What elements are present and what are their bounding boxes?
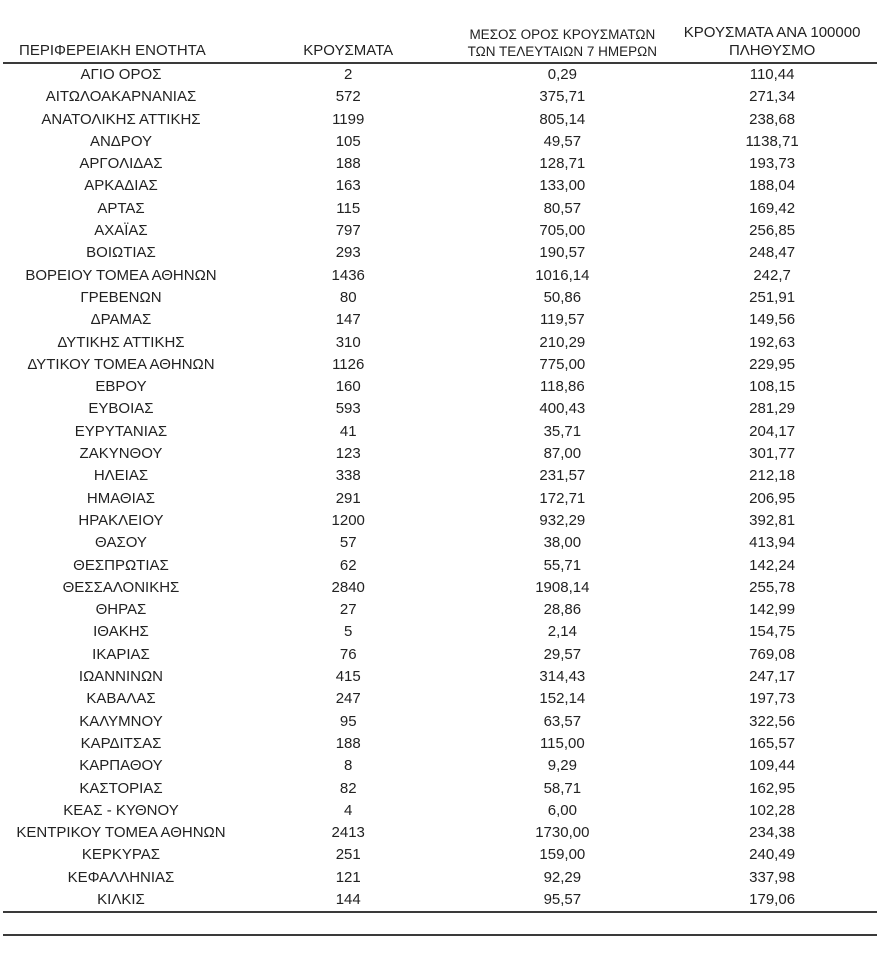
per100k-cell: 247,17 [749, 668, 796, 686]
per100k-cell: 229,95 [749, 355, 796, 373]
cases-cell: 310 [335, 333, 361, 351]
table-row [3, 242, 877, 264]
per100k-cell: 255,78 [749, 578, 796, 596]
cases-cell: 572 [335, 88, 361, 106]
cases-cell: 1200 [331, 511, 365, 529]
column-header-avg7-line1: ΜΕΣΟΣ ΟΡΟΣ ΚΡΟΥΣΜΑΤΩΝ [469, 27, 656, 42]
per100k-cell: 301,77 [749, 445, 796, 463]
avg7-cell: 92,29 [543, 868, 582, 886]
avg7-cell: 28,86 [543, 601, 582, 619]
region-cell: ΕΥΡΥΤΑΝΙΑΣ [74, 422, 168, 440]
region-cell: ΖΑΚΥΝΘΟΥ [79, 445, 163, 463]
column-header-region: ΠΕΡΙΦΕΡΕΙΑΚΗ ΕΝΟΤΗΤΑ [3, 24, 239, 63]
per100k-cell: 169,42 [749, 199, 796, 217]
column-header-cases: ΚΡΟΥΣΜΑΤΑ [239, 24, 458, 63]
region-cell: ΑΓΙΟ ΟΡΟΣ [80, 66, 162, 83]
avg7-cell: 9,29 [547, 757, 577, 775]
cases-cell: 41 [339, 422, 357, 440]
cases-cell: 1436 [331, 266, 365, 284]
avg7-cell: 231,57 [539, 467, 586, 485]
cases-cell: 160 [335, 378, 361, 396]
table-body [3, 63, 877, 912]
cases-cell: 4 [344, 801, 353, 819]
avg7-cell: 0,29 [547, 66, 577, 83]
table-row [3, 376, 877, 398]
region-cell: ΒΟΡΕΙΟΥ ΤΟΜΕΑ ΑΘΗΝΩΝ [25, 266, 217, 284]
region-cell: ΑΙΤΩΛΟΑΚΑΡΝΑΝΙΑΣ [45, 88, 197, 106]
region-cell: ΚΑΛΥΜΝΟΥ [79, 712, 163, 730]
cases-cell: 95 [339, 712, 357, 730]
avg7-cell: 58,71 [543, 779, 582, 797]
per100k-cell: 238,68 [749, 110, 796, 128]
cases-cell: 188 [335, 734, 361, 752]
table-row [3, 577, 877, 599]
table-row [3, 220, 877, 242]
avg7-cell: 1016,14 [535, 266, 590, 284]
per100k-cell: 251,91 [749, 288, 796, 306]
footer-rule [3, 913, 877, 936]
per100k-cell: 271,34 [749, 88, 796, 106]
cases-cell: 2840 [331, 578, 365, 596]
region-cell: ΕΒΡΟΥ [95, 378, 147, 396]
region-cell: ΑΧΑΪΑΣ [94, 222, 148, 240]
table-row [3, 599, 877, 621]
cases-cell: 2 [344, 66, 353, 83]
region-cell: ΚΑΡΠΑΘΟΥ [79, 757, 163, 775]
per100k-cell: 179,06 [749, 890, 796, 908]
region-cell: ΔΡΑΜΑΣ [90, 311, 152, 329]
table-row [3, 175, 877, 197]
region-cell: ΑΝΑΤΟΛΙΚΗΣ ΑΤΤΙΚΗΣ [41, 110, 201, 128]
avg7-cell: 95,57 [543, 890, 582, 908]
per100k-cell: 392,81 [749, 511, 796, 529]
avg7-cell: 314,43 [539, 668, 586, 686]
region-cell: ΘΑΣΟΥ [95, 534, 147, 552]
per100k-cell: 204,17 [749, 422, 796, 440]
per100k-cell: 281,29 [749, 400, 796, 418]
per100k-cell: 142,24 [749, 556, 796, 574]
table-row [3, 822, 877, 844]
avg7-cell: 119,57 [539, 311, 585, 329]
table-row [3, 889, 877, 912]
region-cell: ΙΚΑΡΙΑΣ [92, 645, 150, 663]
table-row [3, 421, 877, 443]
header-row [3, 24, 877, 63]
region-cell: ΑΝΔΡΟΥ [89, 132, 153, 150]
cases-cell: 144 [335, 890, 361, 908]
per100k-cell: 193,73 [749, 155, 796, 173]
per100k-cell: 188,04 [749, 177, 796, 195]
avg7-cell: 87,00 [543, 445, 582, 463]
avg7-cell: 775,00 [539, 355, 586, 373]
avg7-cell: 133,00 [539, 177, 586, 195]
avg7-cell: 210,29 [539, 333, 586, 351]
table-row [3, 465, 877, 487]
per100k-cell: 197,73 [749, 690, 796, 708]
cases-cell: 105 [335, 132, 361, 150]
avg7-cell: 190,57 [539, 244, 586, 262]
per100k-cell: 212,18 [749, 467, 796, 485]
cases-cell: 62 [339, 556, 357, 574]
regional-cases-table [3, 24, 877, 913]
table-row [3, 265, 877, 287]
avg7-cell: 35,71 [543, 422, 582, 440]
table-row [3, 86, 877, 108]
cases-cell: 147 [335, 311, 361, 329]
cases-cell: 115 [336, 199, 361, 217]
region-cell: ΚΕΝΤΡΙΚΟΥ ΤΟΜΕΑ ΑΘΗΝΩΝ [16, 824, 226, 842]
table-row [3, 332, 877, 354]
cases-cell: 82 [339, 779, 357, 797]
per100k-cell: 240,49 [749, 846, 796, 864]
cases-cell: 1199 [332, 110, 365, 128]
avg7-cell: 400,43 [539, 400, 586, 418]
region-cell: ΔΥΤΙΚΟΥ ΤΟΜΕΑ ΑΘΗΝΩΝ [27, 355, 215, 373]
column-header-avg7-line2: ΤΩΝ ΤΕΛΕΥΤΑΙΩΝ 7 ΗΜΕΡΩΝ [467, 44, 657, 59]
table-row [3, 109, 877, 131]
avg7-cell: 118,86 [539, 378, 585, 396]
per100k-cell: 192,63 [749, 333, 796, 351]
avg7-cell: 80,57 [543, 199, 582, 217]
region-cell: ΘΕΣΣΑΛΟΝΙΚΗΣ [62, 578, 180, 596]
table-row [3, 778, 877, 800]
avg7-cell: 115,00 [539, 734, 585, 752]
cases-cell: 121 [335, 868, 361, 886]
avg7-cell: 159,00 [539, 846, 586, 864]
per100k-cell: 1138,71 [745, 132, 799, 150]
table-row [3, 867, 877, 889]
per100k-cell: 413,94 [749, 534, 796, 552]
table-row [3, 644, 877, 666]
cases-cell: 1126 [332, 355, 365, 373]
avg7-cell: 2,14 [547, 623, 577, 641]
avg7-cell: 29,57 [543, 645, 582, 663]
table-header [3, 24, 877, 63]
per100k-cell: 154,75 [749, 623, 796, 641]
cases-cell: 27 [339, 601, 357, 619]
region-cell: ΚΑΒΑΛΑΣ [86, 690, 156, 708]
table-row [3, 287, 877, 309]
per100k-cell: 234,38 [749, 824, 796, 842]
column-header-per100k-line2: ΠΛΗΘΥΣΜΟ [728, 42, 816, 59]
per100k-cell: 206,95 [749, 489, 796, 507]
region-cell: ΘΕΣΠΡΩΤΙΑΣ [73, 556, 169, 574]
region-cell: ΚΑΡΔΙΤΣΑΣ [80, 734, 162, 752]
cases-cell: 797 [335, 222, 361, 240]
table-row [3, 555, 877, 577]
cases-cell: 251 [335, 846, 361, 864]
table-row [3, 733, 877, 755]
region-cell: ΗΛΕΙΑΣ [93, 467, 149, 485]
per100k-cell: 109,44 [749, 757, 796, 775]
table-row [3, 688, 877, 710]
avg7-cell: 1908,14 [535, 578, 590, 596]
table-row [3, 354, 877, 376]
cases-cell: 76 [339, 645, 357, 663]
region-cell: ΙΘΑΚΗΣ [93, 623, 149, 641]
per100k-cell: 110,44 [749, 66, 795, 83]
table-row [3, 755, 877, 777]
table-row [3, 153, 877, 175]
avg7-cell: 63,57 [543, 712, 582, 730]
table-row [3, 398, 877, 420]
avg7-cell: 128,71 [539, 155, 586, 173]
region-cell: ΚΙΛΚΙΣ [97, 890, 145, 908]
avg7-cell: 705,00 [539, 222, 586, 240]
cases-cell: 188 [335, 155, 361, 173]
column-header-per100k-line1: ΚΡΟΥΣΜΑΤΑ ΑΝΑ 100000 [683, 24, 861, 41]
per100k-cell: 337,98 [749, 868, 796, 886]
cases-cell: 593 [335, 400, 361, 418]
region-cell: ΓΡΕΒΕΝΩΝ [80, 288, 162, 306]
avg7-cell: 6,00 [547, 801, 577, 819]
region-cell: ΚΕΦΑΛΛΗΝΙΑΣ [67, 868, 175, 886]
region-cell: ΚΕΑΣ - ΚΥΘΝΟΥ [63, 801, 179, 819]
table-row [3, 63, 877, 86]
region-cell: ΑΡΤΑΣ [97, 199, 145, 217]
per100k-cell: 322,56 [749, 712, 796, 730]
per100k-cell: 149,56 [749, 311, 796, 329]
avg7-cell: 152,14 [539, 690, 586, 708]
table-row [3, 666, 877, 688]
region-cell: ΗΜΑΘΙΑΣ [86, 489, 156, 507]
table-row [3, 131, 877, 153]
cases-cell: 57 [339, 534, 357, 552]
region-cell: ΗΡΑΚΛΕΙΟΥ [78, 511, 164, 529]
avg7-cell: 172,71 [539, 489, 586, 507]
per100k-cell: 769,08 [749, 645, 796, 663]
region-cell: ΚΑΣΤΟΡΙΑΣ [79, 779, 163, 797]
region-cell: ΕΥΒΟΙΑΣ [88, 400, 154, 418]
per100k-cell: 256,85 [749, 222, 796, 240]
region-cell: ΑΡΓΟΛΙΔΑΣ [79, 155, 163, 173]
cases-cell: 247 [335, 690, 361, 708]
avg7-cell: 49,57 [543, 132, 582, 150]
cases-cell: 291 [335, 489, 361, 507]
cases-cell: 2413 [331, 824, 365, 842]
column-header-per100k [667, 24, 877, 63]
cases-cell: 163 [335, 177, 361, 195]
per100k-cell: 162,95 [749, 779, 796, 797]
region-cell: ΚΕΡΚΥΡΑΣ [81, 846, 161, 864]
per100k-cell: 102,28 [749, 801, 796, 819]
column-header-avg7 [457, 24, 667, 63]
cases-cell: 123 [335, 445, 361, 463]
table-row [3, 532, 877, 554]
table-row [3, 198, 877, 220]
cases-cell: 415 [335, 668, 361, 686]
table-row [3, 621, 877, 643]
avg7-cell: 375,71 [539, 88, 586, 106]
avg7-cell: 50,86 [543, 288, 582, 306]
region-cell: ΘΗΡΑΣ [95, 601, 147, 619]
cases-cell: 338 [335, 467, 361, 485]
avg7-cell: 932,29 [539, 511, 586, 529]
table-row [3, 510, 877, 532]
region-cell: ΔΥΤΙΚΗΣ ΑΤΤΙΚΗΣ [57, 333, 185, 351]
table-row [3, 711, 877, 733]
cases-cell: 293 [335, 244, 361, 262]
avg7-cell: 805,14 [539, 110, 586, 128]
avg7-cell: 1730,00 [535, 824, 590, 842]
region-cell: ΑΡΚΑΔΙΑΣ [84, 177, 158, 195]
table-row [3, 309, 877, 331]
region-cell: ΙΩΑΝΝΙΝΩΝ [78, 668, 164, 686]
cases-cell: 5 [344, 623, 353, 641]
avg7-cell: 38,00 [543, 534, 582, 552]
per100k-cell: 108,15 [749, 378, 796, 396]
per100k-cell: 248,47 [749, 244, 796, 262]
table-row [3, 844, 877, 866]
cases-cell: 8 [344, 757, 353, 775]
table-row [3, 443, 877, 465]
region-cell: ΒΟΙΩΤΙΑΣ [86, 244, 156, 262]
cases-cell: 80 [339, 288, 357, 306]
table-row [3, 800, 877, 822]
per100k-cell: 242,7 [753, 266, 791, 284]
table-row [3, 488, 877, 510]
per100k-cell: 165,57 [749, 734, 796, 752]
per100k-cell: 142,99 [749, 601, 796, 619]
avg7-cell: 55,71 [543, 556, 582, 574]
